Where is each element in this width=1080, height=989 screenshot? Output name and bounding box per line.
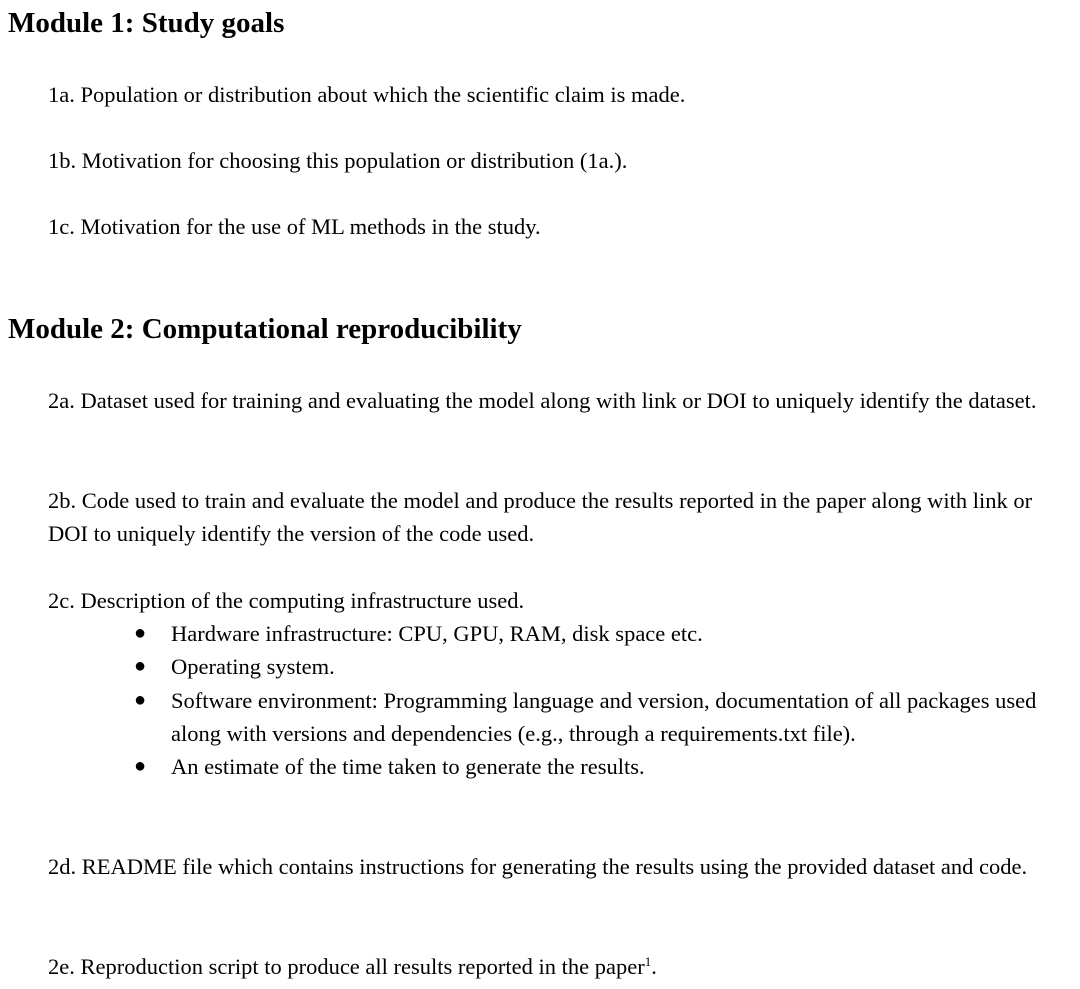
bullet-text: Operating system.	[171, 654, 335, 680]
bullet-icon: ●	[134, 622, 147, 644]
bullet-item-os	[48, 650, 1041, 683]
item-1c: 1c. Motivation for the use of ML methods in the study.	[48, 214, 541, 239]
footnote-marker[interactable]: 1	[644, 954, 652, 969]
item-2e-text: 2e. Reproduction script to produce all results reported in the paper	[48, 954, 645, 979]
bullet-item-software	[48, 684, 1041, 751]
item-2b: 2b. Code used to train and evaluate the model and produce the results reported in the paper along with link or DOI to uniquely identify the version of the code used.	[48, 488, 1033, 546]
bullet-item-time-estimate	[48, 750, 1041, 783]
module-2-heading: Module 2: Computational reproducibility	[8, 313, 522, 345]
bullet-icon: ●	[134, 655, 147, 678]
bullet-icon: ●	[134, 688, 147, 711]
bullet-text: Software environment: Programming language and version, documentation of all packages used along with versions and dependencies (e.g., through a requirements.txt file).	[171, 687, 1037, 746]
item-1a: 1a. Population or distribution about which the scientific claim is made.	[48, 82, 686, 107]
infrastructure-bullet-list	[48, 617, 1048, 783]
bullet-icon: ●	[134, 755, 147, 778]
bullet-text: An estimate of the time taken to generate the results.	[171, 754, 645, 780]
item-2e-period: .	[651, 954, 657, 979]
bullet-text: Hardware infrastructure: CPU, GPU, RAM, disk space etc.	[171, 621, 703, 646]
module-1-heading: Module 1: Study goals	[8, 7, 285, 39]
item-2d: 2d. README file which contains instructions for generating the results using the provided dataset and code.	[48, 854, 1028, 879]
bullet-item-hardware	[48, 617, 1041, 650]
item-2a: 2a. Dataset used for training and evaluating the model along with link or DOI to uniquely identify the dataset.	[48, 388, 1037, 413]
item-2c: 2c. Description of the computing infrastructure used.	[48, 588, 525, 613]
item-1b: 1b. Motivation for choosing this population or distribution (1a.).	[48, 148, 628, 173]
item-2e	[48, 950, 1073, 983]
